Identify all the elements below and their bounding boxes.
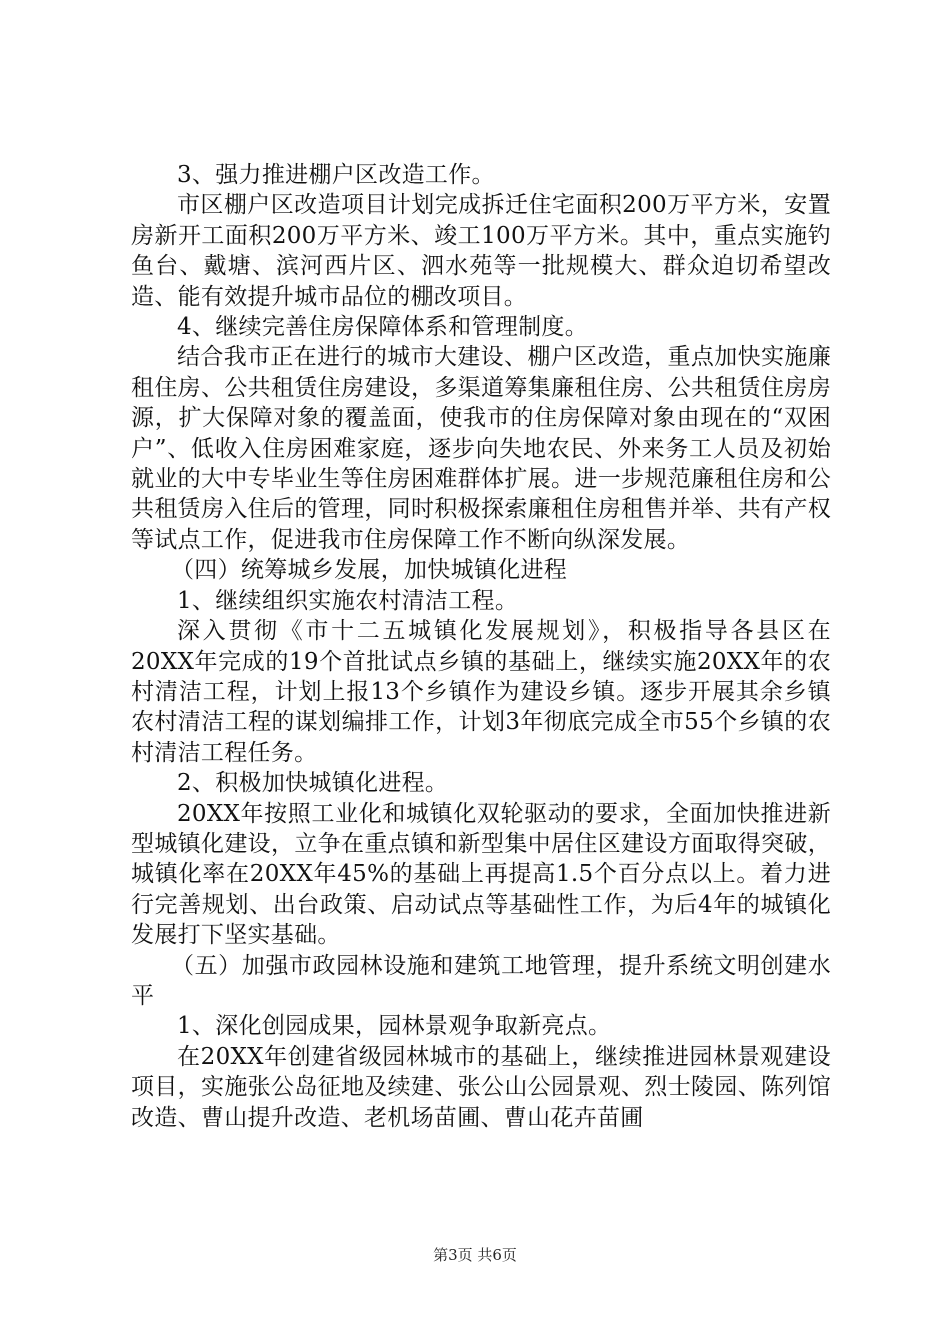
- paragraph: 结合我市正在进行的城市大建设、棚户区改造，重点加快实施廉租住房、公共租赁住房建设，多渠道筹集廉租住房、公共租赁住房房源，扩大保障对象的覆盖面，使我市的住房保障对象由现在的“双困户”、低收入住房困难家庭，逐步向失地农民、外来务工人员及初始就业的大中专毕业生等住房困难群体扩展。进一步规范廉租住房和公共租赁房入住后的管理，同时积极探索廉租住房租售并举、共有产权等试点工作，促进我市住房保障工作不断向纵深发展。: [131, 344, 831, 553]
- paragraph: 20XX年按照工业化和城镇化双轮驱动的要求，全面加快推进新型城镇化建设，立争在重点镇和新型集中居住区建设方面取得突破，城镇化率在20XX年45%的基础上再提高1.5个百分点以上。着力进行完善规划、出台政策、启动试点等基础性工作，为后4年的城镇化发展打下坚实基础。: [131, 800, 831, 949]
- paragraph: 在20XX年创建省级园林城市的基础上，继续推进园林景观建设项目，实施张公岛征地及续建、张公山公园景观、烈士陵园、陈列馆改造、曹山提升改造、老机场苗圃、曹山花卉苗圃: [131, 1043, 831, 1131]
- paragraph-heading: 3、强力推进棚户区改造工作。: [177, 162, 495, 188]
- paragraph-heading: 4、继续完善住房保障体系和管理制度。: [177, 314, 589, 341]
- paragraph: 深入贯彻《市十二五城镇化发展规划》，积极指导各县区在20XX年完成的19个首批试点乡镇的基础上，继续实施20XX年的农村清洁工程，计划上报13个乡镇作为建设乡镇。逐步开展其余乡镇农村清洁工程的谋划编排工作，计划3年彻底完成全市55个乡镇的农村清洁工程任务。: [131, 618, 831, 766]
- section-heading: （四）统筹城乡发展，加快城镇化进程: [171, 557, 568, 584]
- paragraph-heading: 1、深化创园成果，园林景观争取新亮点。: [177, 1013, 612, 1040]
- document-body: [131, 160, 831, 1133]
- page-number-footer: 第3页 共6页: [433, 1246, 517, 1264]
- paragraph-heading: 1、继续组织实施农村清洁工程。: [177, 587, 519, 614]
- paragraph-heading: 2、积极加快城镇化进程。: [177, 770, 449, 797]
- paragraph: 市区棚户区改造项目计划完成拆迁住宅面积200万平方米，安置房新开工面积200万平方米、竣工100万平方米。其中，重点实施钓鱼台、戴塘、滨河西片区、泗水苑等一批规模大、群众迫切希望改造、能有效提升城市品位的棚改项目。: [131, 192, 831, 310]
- section-heading: （五）加强市政园林设施和建筑工地管理，提升系统文明创建水平: [131, 952, 831, 1009]
